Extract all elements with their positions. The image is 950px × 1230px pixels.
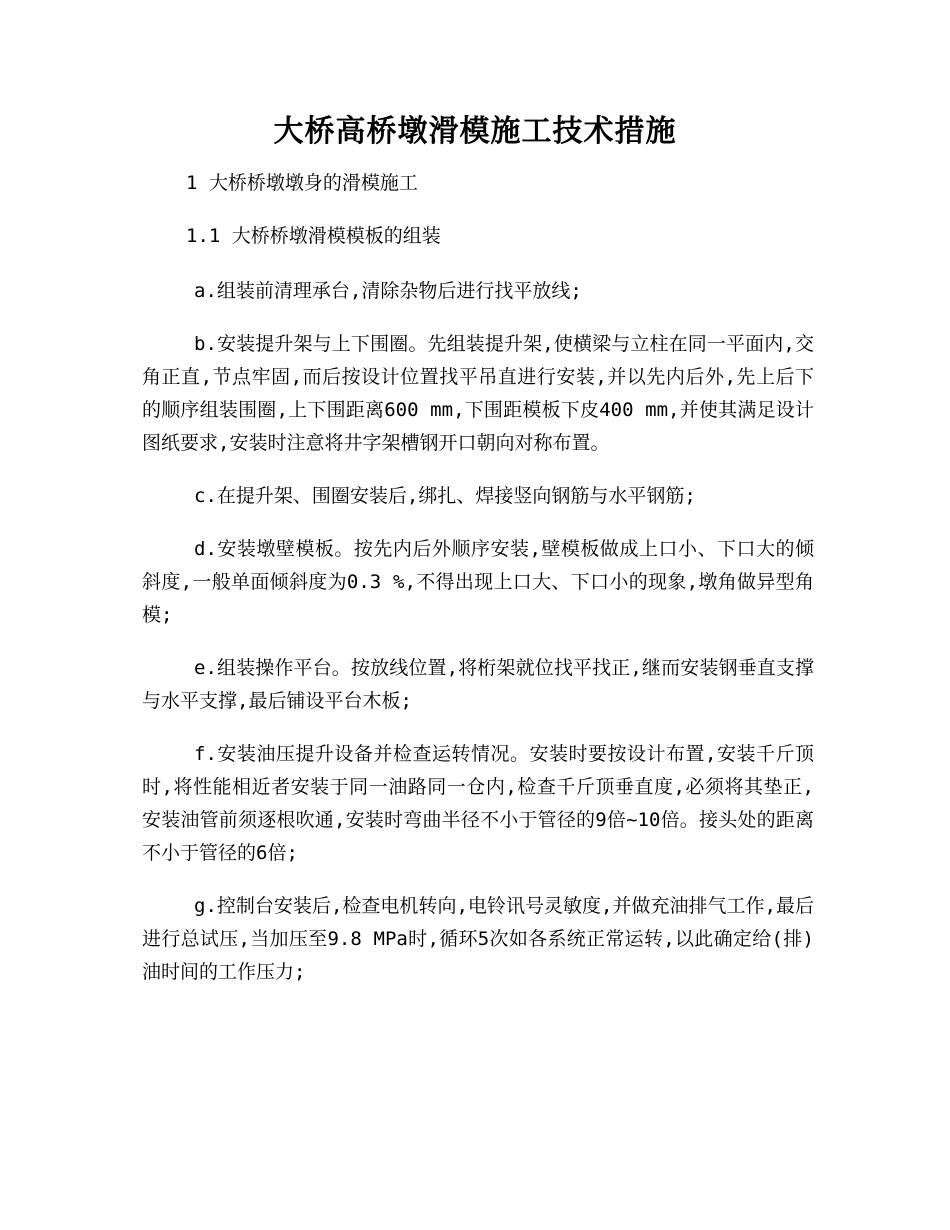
paragraph-d: d.安装墩壁模板。按先内后外顺序安装,壁模板做成上口小、下口大的倾斜度,一般单面倾斜度为0.3 %,不得出现上口大、下口小的现象,墩角做异型角模; [142, 538, 814, 626]
paragraph-a: a.组装前清理承台,清除杂物后进行找平放线; [194, 280, 582, 302]
paragraph-f: f.安装油压提升设备并检查运转情况。安装时要按设计布置,安装千斤顶时,将性能相近者安装于同一油路同一仓内,检查千斤顶垂直度,必须将其垫正,安装油管前须逐根吹通,安装时弯曲半径不小于管径的9倍~10倍。接头处的距离不小于管径的6倍; [142, 743, 814, 864]
document-body [142, 275, 814, 1009]
document-title: 大桥高桥墩滑模施工技术措施 [273, 114, 677, 149]
subsection-heading-1-1: 1.1 大桥桥墩滑模模板的组装 [186, 225, 441, 247]
paragraph-b: b.安装提升架与上下围圈。先组装提升架,使横梁与立柱在同一平面内,交角正直,节点牢固,而后按设计位置找平吊直进行安装,并以先内后外,先上后下的顺序组装围圈,上下围距离600 mm,下围距模板下皮400 mm,并使其满足设计图纸要求,安装时注意将井字架槽钢开口朝向对称布置。 [142, 333, 814, 454]
paragraph-e: e.组装操作平台。按放线位置,将桁架就位找平找正,继而安装钢垂直支撑与水平支撑,最后铺设平台木板; [142, 657, 814, 712]
paragraph-g: g.控制台安装后,检查电机转向,电铃讯号灵敏度,并做充油排气工作,最后进行总试压,当加压至9.8 MPa时,循环5次如各系统正常运转,以此确定给(排)油时间的工作压力; [142, 895, 814, 983]
paragraph-c: c.在提升架、围圈安装后,绑扎、焊接竖向钢筋与水平钢筋; [194, 485, 696, 507]
section-heading-1: 1 大桥桥墩墩身的滑模施工 [186, 172, 418, 194]
